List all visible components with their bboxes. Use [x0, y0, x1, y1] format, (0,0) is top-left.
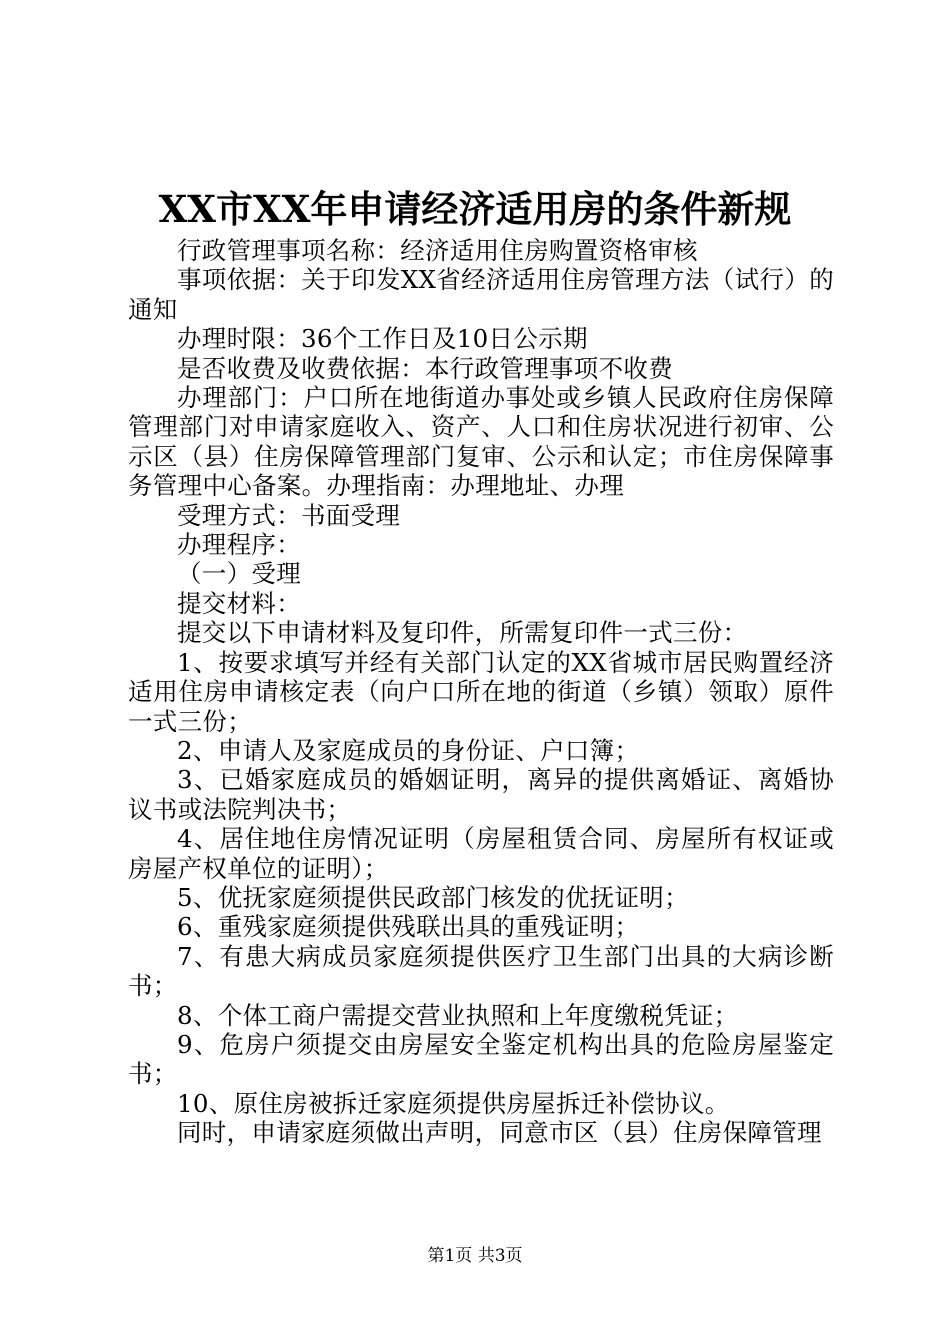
list-item-1: 1、按要求填写并经有关部门认定的XX省城市居民购置经济适用住房申请核定表（向户口所在地的街道（乡镇）领取）原件一式三份；: [128, 647, 834, 736]
paragraph-procedure: 办理程序：: [177, 530, 301, 560]
paragraph-item-name: 行政管理事项名称：经济适用住房购置资格审核: [177, 236, 698, 265]
paragraph-department: 办理部门：户口所在地街道办事处或乡镇人民政府住房保障管理部门对申请家庭收入、资产、人口和住房状况进行初审、公示区（县）住房保障管理部门复审、公示和认定；市住房保障事务管理中心备案。办理指南：办理地址、办理: [128, 383, 834, 501]
document-title: XX市XX年申请经济适用房的条件新规: [158, 187, 792, 231]
page-footer: 第1页 共3页: [427, 1246, 523, 1266]
list-item-7: 7、有患大病成员家庭须提供医疗卫生部门出具的大病诊断书；: [128, 941, 834, 1001]
list-item-6: 6、重残家庭须提供残联出具的重残证明；: [177, 912, 640, 942]
list-item-10: 10、原住房被拆迁家庭须提供房屋拆迁补偿协议。: [177, 1088, 730, 1118]
paragraph-time-limit: 办理时限：36个工作日及10日公示期: [177, 324, 588, 354]
paragraph-declaration: 同时，申请家庭须做出声明，同意市区（县）住房保障管理: [177, 1118, 822, 1148]
paragraph-materials-intro: 提交以下申请材料及复印件，所需复印件一式三份：: [177, 618, 748, 648]
document-body: [128, 236, 834, 1148]
list-item-8: 8、个体工商户需提交营业执照和上年度缴税凭证；: [177, 1000, 739, 1030]
paragraph-section-accept: （一）受理: [177, 559, 301, 589]
paragraph-basis: 事项依据：关于印发XX省经济适用住房管理方法（试行）的通知: [128, 265, 834, 324]
list-item-4: 4、居住地住房情况证明（房屋租赁合同、房屋所有权证或房屋产权单位的证明）；: [128, 824, 834, 883]
list-item-2: 2、申请人及家庭成员的身份证、户口簿；: [177, 735, 640, 765]
paragraph-fee: 是否收费及收费依据：本行政管理事项不收费: [177, 353, 673, 383]
paragraph-materials-heading: 提交材料：: [177, 588, 301, 618]
list-item-3: 3、已婚家庭成员的婚姻证明，离异的提供离婚证、离婚协议书或法院判决书；: [128, 765, 834, 824]
list-item-5: 5、优抚家庭须提供民政部门核发的优抚证明；: [177, 882, 689, 912]
list-item-9: 9、危房户须提交由房屋安全鉴定机构出具的危险房屋鉴定书；: [128, 1029, 834, 1089]
paragraph-acceptance-method: 受理方式：书面受理: [177, 500, 401, 530]
